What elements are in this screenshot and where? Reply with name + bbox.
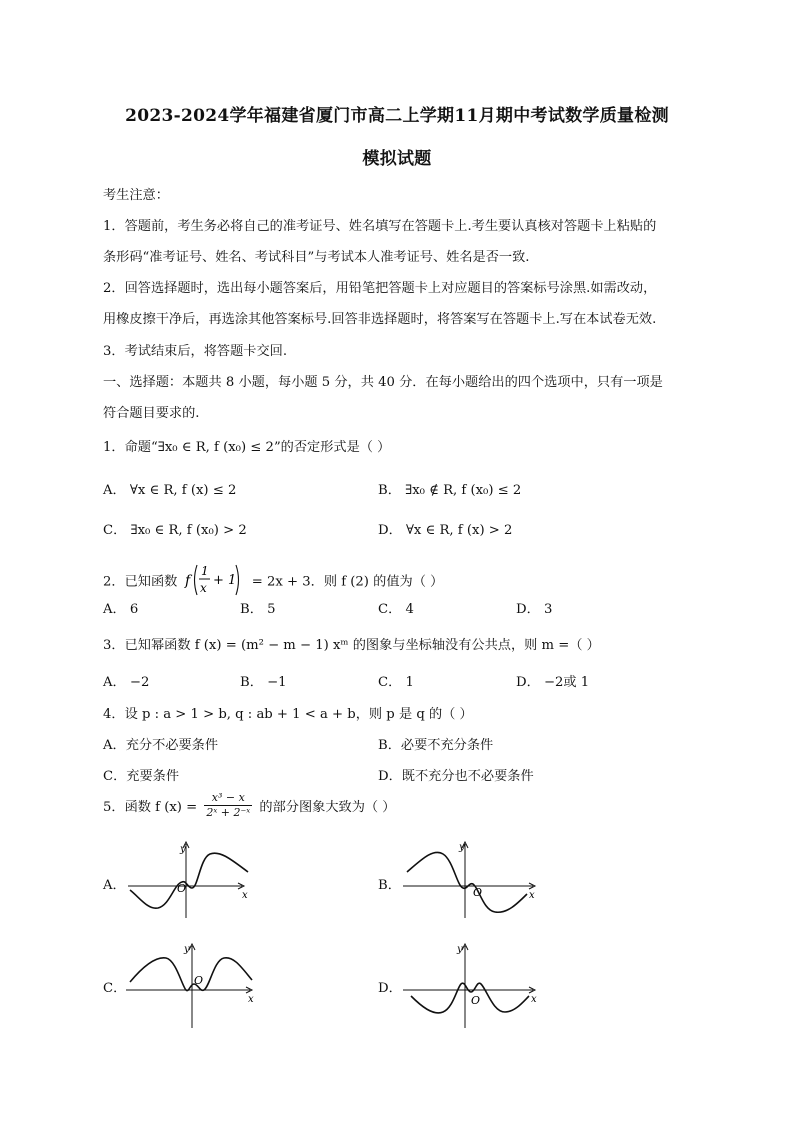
svg-text:1: 1 [200, 564, 209, 578]
graph-a-x-label: x [242, 890, 248, 901]
notice-item-3: 3．考试结束后，将答题卡交回. [103, 344, 288, 359]
q5-option-d-label: D． [378, 981, 402, 996]
q5-stem-suffix: 的部分图象大致为（ ） [259, 800, 396, 815]
graph-c-x-label: x [248, 994, 254, 1005]
svg-text:f: f [184, 573, 190, 589]
exam-title-line1: 2023-2024学年福建省厦门市高二上学期11月期中考试数学质量检测 [125, 106, 669, 126]
q2-stem [103, 561, 443, 603]
graph-d-origin-label: O [471, 994, 481, 1007]
notice-item-2a: 2．回答选择题时，选出每小题答案后，用铅笔把答题卡上对应题目的答案标号涂黑.如需改动， [103, 281, 657, 296]
graph-a-origin-label: O [177, 882, 187, 895]
q2-stem-prefix: 2．已知函数 [103, 574, 178, 590]
q5-denominator: 2ˣ + 2⁻ˣ [206, 806, 251, 819]
notice-heading: 考生注意： [103, 188, 169, 203]
q1-stem: 1．命题“∃x₀ ∈ R, f (x₀) ≤ 2”的否定形式是（ ） [103, 440, 391, 455]
q1-option-d: D． ∀x ∈ R, f (x) > 2 [378, 523, 513, 538]
q1-option-c: C． ∃x₀ ∈ R, f (x₀) > 2 [103, 523, 247, 538]
graph-c-origin-label: O [194, 974, 204, 987]
svg-text:+ 1: + 1 [212, 573, 236, 588]
q5-graph-b [403, 838, 539, 920]
q5-option-a-label: A． [103, 878, 126, 893]
q5-option-c-label: C． [103, 981, 127, 996]
q5-graph-a [128, 838, 258, 920]
q3-option-a: A． −2 [103, 675, 150, 690]
q3-option-d: D． −2或 1 [516, 675, 590, 690]
q2-function-expression [184, 561, 246, 603]
notice-item-1b: 条形码“准考证号、姓名、考试科目”与考试本人准考证号、姓名是否一致. [103, 250, 530, 265]
q4-option-a: A．充分不必要条件 [103, 738, 219, 753]
q1-option-b: B． ∃x₀ ∉ R, f (x₀) ≤ 2 [378, 483, 522, 498]
q2-option-d: D． 3 [516, 602, 553, 617]
q5-fraction [204, 791, 252, 820]
graph-c-curve [130, 958, 252, 991]
q3-option-b: B． −1 [240, 675, 287, 690]
q3-stem: 3．已知幂函数 f (x) = (m² − m − 1) xᵐ 的图象与坐标轴没有公共点，则 m =（ ） [103, 638, 600, 653]
notice-item-1a: 1．答题前，考生务必将自己的准考证号、姓名填写在答题卡上.考生要认真核对答题卡上粘贴的 [103, 219, 657, 234]
q5-graph-d [403, 940, 543, 1032]
section-heading-line2: 符合题目要求的. [103, 406, 200, 421]
graph-d-y-label: y [457, 944, 463, 955]
q4-option-b: B．必要不充分条件 [378, 738, 494, 753]
q4-stem: 4．设 p : a > 1 > b, q : ab + 1 < a + b，则 p 是 q 的（ ） [103, 707, 473, 722]
graph-a-y-label: y [180, 844, 186, 855]
q3-option-c: C． 1 [378, 675, 414, 690]
q2-fraction-graphic [184, 561, 246, 599]
q5-numerator: x³ − x [204, 791, 252, 806]
svg-text:x: x [199, 581, 207, 595]
graph-d-x-label: x [531, 994, 537, 1005]
q4-option-c: C．充要条件 [103, 769, 180, 784]
q4-option-d: D．既不充分也不必要条件 [378, 769, 534, 784]
q5-stem-prefix: 5．函数 f (x) = [103, 800, 198, 815]
q2-option-c: C． 4 [378, 602, 414, 617]
q1-option-a: A． ∀x ∈ R, f (x) ≤ 2 [103, 483, 237, 498]
graph-b-y-label: y [459, 842, 465, 853]
q2-option-a: A． 6 [103, 602, 139, 617]
graph-b-x-label: x [529, 890, 535, 901]
section-heading-line1: 一、选择题：本题共 8 小题，每小题 5 分，共 40 分．在每小题给出的四个选项中，只有一项是 [103, 375, 663, 390]
graph-a-curve [130, 853, 248, 908]
graph-b-origin-label: O [473, 886, 483, 899]
q5-option-b-label: B． [378, 878, 401, 893]
graph-d-curve [411, 983, 529, 1013]
q5-stem [103, 791, 396, 820]
q5-graph-c [126, 940, 260, 1032]
q2-option-b: B． 5 [240, 602, 276, 617]
notice-item-2b: 用橡皮擦干净后，再选涂其他答案标号.回答非选择题时，将答案写在答题卡上.写在本试卷无效. [103, 312, 657, 327]
graph-c-y-label: y [184, 944, 190, 955]
q2-stem-suffix: = 2x + 3．则 f (2) 的值为（ ） [251, 574, 444, 590]
exam-title-line2: 模拟试题 [362, 149, 432, 169]
graph-b-curve [407, 852, 527, 912]
